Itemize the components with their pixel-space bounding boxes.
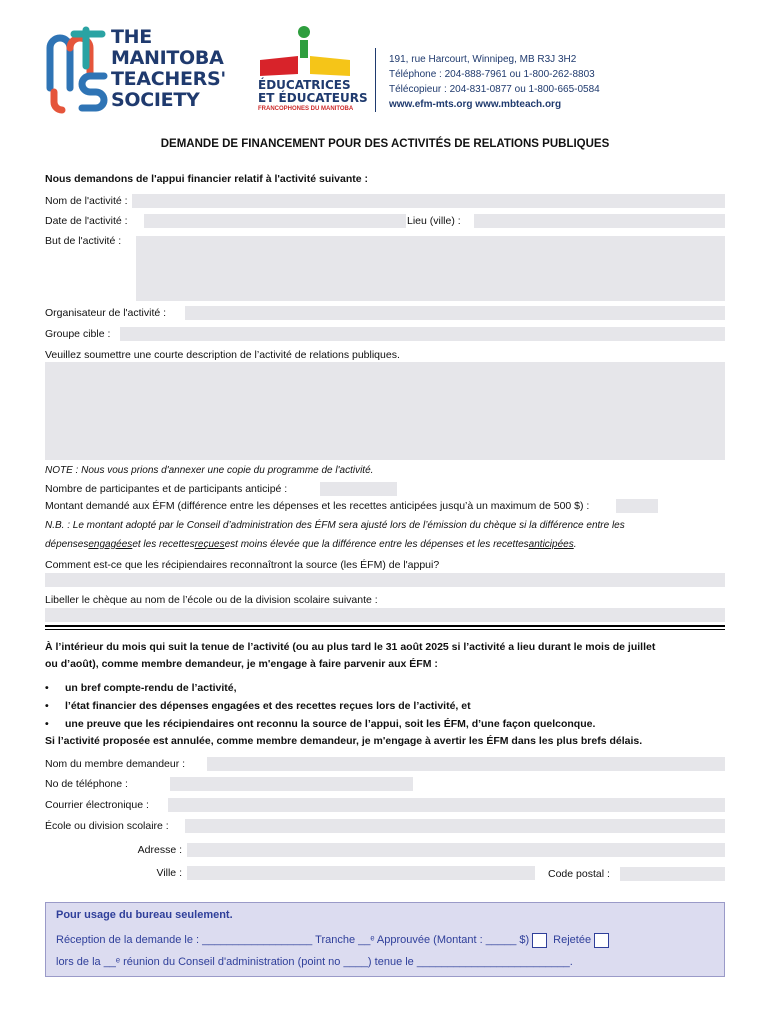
header-divider	[375, 48, 376, 112]
annulation-text: Si l’activité proposée est annulée, comme membre demandeur, je m'engage à avertir les ÉFM dans les plus brefs délais.	[45, 735, 643, 747]
cheque-label: Libeller le chèque au nom de l’école ou de la division scolaire suivante :	[45, 594, 378, 606]
nb-line2: dépenses engagées et les recettes reçues est moins élevée que la différence entre les dépenses et les recettes anticipées .	[45, 538, 577, 550]
fax: Télécopieur : 204-831-0877 ou 1-800-665-0584	[389, 84, 600, 95]
montant-label: Montant demandé aux ÉFM (différence entre les dépenses et les recettes anticipées jusqu’à un maximum de 500 $) :	[45, 500, 590, 512]
lieu-field[interactable]	[474, 214, 725, 228]
mts-name: THE MANITOBA TEACHERS' SOCIETY	[111, 26, 226, 111]
efm-name: ÉDUCATRICES ET ÉDUCATEURS	[258, 78, 368, 105]
ville-label: Ville :	[156, 867, 182, 879]
organisateur-label: Organisateur de l'activité :	[45, 307, 167, 319]
nom-activite-label: Nom de l'activité :	[45, 195, 128, 207]
participants-field[interactable]	[320, 482, 397, 496]
engagement-line2: ou d’août), comme membre demandeur, je m'engage à faire parvenir aux ÉFM :	[45, 658, 438, 670]
office-line2: lors de la __ᵉ réunion du Conseil d'administration (point no ____) tenue le _________________________.	[56, 956, 573, 968]
lieu-label: Lieu (ville) :	[407, 215, 461, 227]
office-line1: Réception de la demande le : __________________ Tranche __ᵉ Approuvée (Montant : _____ $) Rejetée	[56, 929, 714, 951]
note-programme: NOTE : Nous vous prions d'annexer une copie du programme de l'activité.	[45, 464, 374, 476]
description-field[interactable]	[45, 362, 725, 460]
section-divider	[45, 625, 725, 627]
montant-field[interactable]	[616, 499, 658, 513]
date-activite-field[interactable]	[144, 214, 406, 228]
list-item: • une preuve que les récipiendaires ont reconnu la source de l’appui, soit les ÉFM, d’une façon quelconque.	[45, 718, 596, 730]
telephone-label: No de téléphone :	[45, 778, 128, 790]
engagement-line1: À l’intérieur du mois qui suit la tenue de l’activité (ou au plus tard le 31 août 2025 si l’activité a lieu durant le mois de juillet	[45, 641, 656, 653]
list-item: • l’état financier des dépenses engagées et des recettes reçues lors de l’activité, et	[45, 700, 471, 712]
source-label: Comment est-ce que les récipiendaires reconnaîtront la source (les ÉFM) de l'appui?	[45, 559, 440, 571]
nom-membre-label: Nom du membre demandeur :	[45, 758, 186, 770]
telephone-field[interactable]	[170, 777, 413, 791]
groupe-cible-field[interactable]	[120, 327, 725, 341]
section-divider-thin	[45, 629, 725, 630]
but-label: But de l'activité :	[45, 235, 122, 247]
courriel-field[interactable]	[168, 798, 725, 812]
office-use-box	[45, 902, 725, 977]
page-title: DEMANDE DE FINANCEMENT POUR DES ACTIVITÉS DE RELATIONS PUBLIQUES	[160, 138, 610, 150]
adresse-field[interactable]	[187, 843, 725, 857]
office-title: Pour usage du bureau seulement.	[56, 909, 233, 921]
address: 191, rue Harcourt, Winnipeg, MB R3J 3H2	[389, 54, 577, 65]
description-label: Veuillez soumettre une courte description de l’activité de relations publiques.	[45, 349, 400, 361]
list-item: • un bref compte-rendu de l’activité,	[45, 682, 237, 694]
website-links[interactable]: www.efm-mts.org www.mbteach.org	[389, 99, 562, 110]
ecole-label: École ou division scolaire :	[45, 820, 169, 832]
ecole-field[interactable]	[185, 819, 725, 833]
efm-tagline: FRANCOPHONES DU MANITOBA	[258, 106, 354, 112]
nb-line1: N.B. : Le montant adopté par le Conseil d’administration des ÉFM sera ajusté lors de l’émission du chèque si la différence entre les	[45, 519, 625, 531]
ville-field[interactable]	[187, 866, 535, 880]
code-postal-label: Code postal :	[548, 868, 610, 880]
rejected-checkbox[interactable]	[594, 933, 609, 948]
courriel-label: Courrier électronique :	[45, 799, 149, 811]
phone: Téléphone : 204-888-7961 ou 1-800-262-8803	[389, 69, 595, 80]
participants-label: Nombre de participantes et de participants anticipé :	[45, 483, 288, 495]
code-postal-field[interactable]	[620, 867, 725, 881]
organisateur-field[interactable]	[185, 306, 725, 320]
date-activite-label: Date de l'activité :	[45, 215, 128, 227]
groupe-cible-label: Groupe cible :	[45, 328, 111, 340]
but-field[interactable]	[136, 236, 725, 301]
approved-checkbox[interactable]	[532, 933, 547, 948]
cheque-field[interactable]	[45, 608, 725, 622]
nom-activite-field[interactable]	[132, 194, 725, 208]
intro-text: Nous demandons de l'appui financier relatif à l'activité suivante :	[45, 173, 368, 185]
source-field[interactable]	[45, 573, 725, 587]
adresse-label: Adresse :	[137, 844, 182, 856]
engagement-list	[45, 679, 595, 733]
nom-membre-field[interactable]	[207, 757, 725, 771]
contact-block	[389, 52, 600, 112]
